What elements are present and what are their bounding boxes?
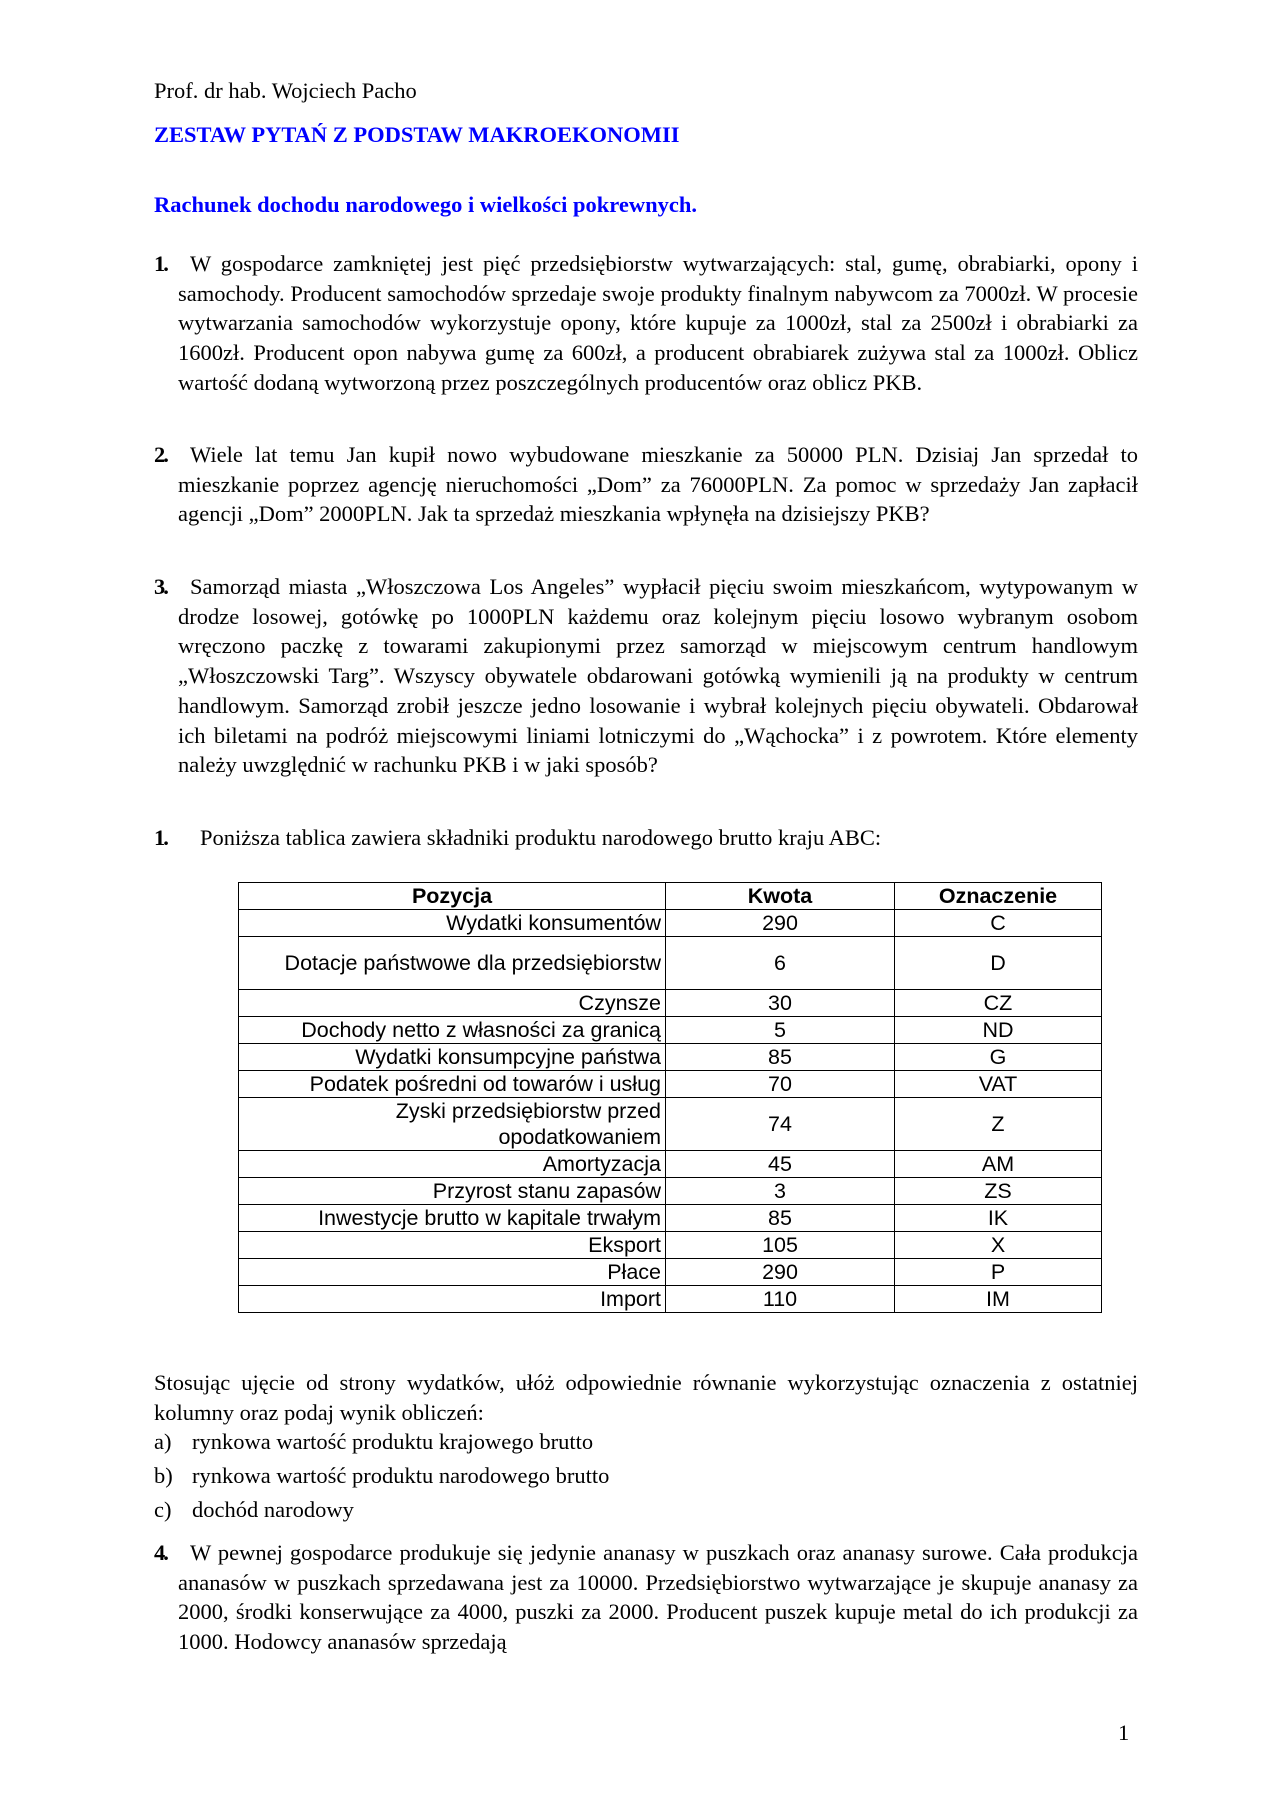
- row-symbol: ZS: [895, 1178, 1102, 1205]
- row-value: 3: [666, 1178, 895, 1205]
- row-value: 290: [666, 910, 895, 937]
- row-value: 5: [666, 1017, 895, 1044]
- table-row: [239, 1044, 1102, 1071]
- row-symbol: Z: [895, 1098, 1102, 1151]
- question-number: 2.: [154, 442, 167, 467]
- table-row: [239, 1286, 1102, 1313]
- row-symbol: X: [895, 1232, 1102, 1259]
- row-value: 110: [666, 1286, 895, 1313]
- table-header-row: [239, 883, 1102, 910]
- row-name: Inwestycje brutto w kapitale trwałym: [239, 1205, 666, 1232]
- row-name: Przyrost stanu zapasów: [239, 1178, 666, 1205]
- row-symbol: P: [895, 1259, 1102, 1286]
- table-row: [239, 990, 1102, 1017]
- table-row: [239, 910, 1102, 937]
- row-value: 70: [666, 1071, 895, 1098]
- option-c: [154, 1497, 354, 1523]
- row-name: Podatek pośredni od towarów i usług: [239, 1071, 666, 1098]
- row-value: 30: [666, 990, 895, 1017]
- row-symbol: IK: [895, 1205, 1102, 1232]
- question-text: Wiele lat temu Jan kupił nowo wybudowane mieszkanie za 50000 PLN. Dzisiaj Jan sprzedał to mieszkanie poprzez agencję nieruchomości „Dom” za 76000PLN. Za pomoc w sprzedaży Jan zapłacił agencji „Dom” 2000PLN. Jak ta sprzedaż mieszkania wpłynęła na dzisiejszy PKB?: [178, 442, 1138, 527]
- instruction-text: Stosując ujęcie od strony wydatków, ułóż odpowiednie równanie wykorzystując oznaczenia z ostatniej kolumny oraz podaj wynik obliczeń:: [154, 1370, 1138, 1425]
- option-label: b): [154, 1463, 173, 1488]
- row-symbol: IM: [895, 1286, 1102, 1313]
- table-row: [239, 1017, 1102, 1044]
- table-row: [239, 1151, 1102, 1178]
- option-text: dochód narodowy: [192, 1497, 354, 1522]
- author-name: Prof. dr hab. Wojciech Pacho: [154, 78, 417, 103]
- table-row: [239, 1098, 1102, 1151]
- row-value: 290: [666, 1259, 895, 1286]
- row-symbol: G: [895, 1044, 1102, 1071]
- question-text: W pewnej gospodarce produkuje się jedynie ananasy w puszkach oraz ananasy surowe. Cała produkcja ananasów w puszkach sprzedawana jest za 10000. Przedsiębiorstwo wytwarzające je skupuje ananasy za 2000, środki konserwujące za 4000, puszki za 2000. Producent puszek kupuje metal do ich produkcji za 1000. Hodowcy ananasów sprzedają: [178, 1540, 1138, 1655]
- question-text: Samorząd miasta „Włoszczowa Los Angeles” wypłacił pięciu swoim mieszkańcom, wytypowanym w drodze losowej, gotówkę po 1000PLN każdemu oraz kolejnym pięciu losowo wybranym osobom wręczono paczkę z towarami zakupionymi przez samorząd w miejscowym centrum handlowym „Włoszczowski Targ”. Wszyscy obywatele obdarowani gotówką wymienili ją na produkty w centrum handlowym. Samorząd zrobił jeszcze jedno losowanie i wybrał kolejnych pięciu obywateli. Obdarował ich biletami na podróż miejscowymi liniami lotniczymi do „Wąchocka” i z powrotem. Które elementy należy uwzględnić w rachunku PKB i w jaki sposób?: [178, 574, 1138, 778]
- option-text: rynkowa wartość produktu narodowego brutto: [192, 1463, 610, 1488]
- row-name: Import: [239, 1286, 666, 1313]
- gnp-components-table: [238, 882, 1102, 1313]
- question-number: 1.: [154, 825, 167, 850]
- column-header-position: Pozycja: [239, 883, 666, 910]
- option-text: rynkowa wartość produktu krajowego brutto: [192, 1429, 594, 1454]
- row-name: Płace: [239, 1259, 666, 1286]
- option-label: c): [154, 1497, 172, 1522]
- row-value: 85: [666, 1044, 895, 1071]
- option-a: [154, 1429, 593, 1455]
- table-row: [239, 1178, 1102, 1205]
- row-name: Dotacje państwowe dla przedsiębiorstw: [239, 937, 666, 990]
- section-heading: Rachunek dochodu narodowego i wielkości pokrewnych.: [154, 192, 698, 217]
- row-symbol: D: [895, 937, 1102, 990]
- row-value: 85: [666, 1205, 895, 1232]
- row-value: 105: [666, 1232, 895, 1259]
- page-number: 1: [1118, 1720, 1130, 1745]
- row-value: 74: [666, 1098, 895, 1151]
- table-row: [239, 1232, 1102, 1259]
- row-value: 45: [666, 1151, 895, 1178]
- option-b: [154, 1463, 609, 1489]
- table-row: [239, 1071, 1102, 1098]
- question-number: 1.: [154, 251, 167, 276]
- question-text: W gospodarce zamkniętej jest pięć przedsiębiorstw wytwarzających: stal, gumę, obrabiarki, opony i samochody. Producent samochodów sprzedaje swoje produkty finalnym nabywcom za 7000zł. W procesie wytwarzania samochodów wykorzystuje opony, które kupuje za 1000zł, stal za 2500zł i obrabiarki za 1600zł. Producent opon nabywa gumę za 600zł, a producent obrabiarek zużywa stal za 1000zł. Oblicz wartość dodaną wytworzoną przez poszczególnych producentów oraz oblicz PKB.: [178, 251, 1138, 395]
- question-3: [154, 572, 1138, 780]
- row-symbol: VAT: [895, 1071, 1102, 1098]
- option-label: a): [154, 1429, 172, 1454]
- question-2: [154, 440, 1138, 529]
- row-name: Eksport: [239, 1232, 666, 1259]
- row-name: Czynsze: [239, 990, 666, 1017]
- question-1: [154, 249, 1138, 398]
- row-value: 6: [666, 937, 895, 990]
- question-table-intro: [154, 823, 1138, 853]
- table-row: [239, 1205, 1102, 1232]
- table-row: [239, 937, 1102, 990]
- question-text: Poniższa tablica zawiera składniki produktu narodowego brutto kraju ABC:: [200, 825, 882, 850]
- row-symbol: ND: [895, 1017, 1102, 1044]
- row-name: Amortyzacja: [239, 1151, 666, 1178]
- row-symbol: CZ: [895, 990, 1102, 1017]
- row-name: Wydatki konsumentów: [239, 910, 666, 937]
- column-header-amount: Kwota: [666, 883, 895, 910]
- document-title: ZESTAW PYTAŃ Z PODSTAW MAKROEKONOMII: [154, 122, 680, 147]
- row-name: Dochody netto z własności za granicą: [239, 1017, 666, 1044]
- question-number: 4.: [154, 1540, 167, 1565]
- row-symbol: AM: [895, 1151, 1102, 1178]
- column-header-symbol: Oznaczenie: [895, 883, 1102, 910]
- question-number: 3.: [154, 574, 167, 599]
- row-symbol: C: [895, 910, 1102, 937]
- question-4: [154, 1538, 1138, 1657]
- table-row: [239, 1259, 1102, 1286]
- row-name: Zyski przedsiębiorstw przed opodatkowaniem: [239, 1098, 666, 1151]
- row-name: Wydatki konsumpcyjne państwa: [239, 1044, 666, 1071]
